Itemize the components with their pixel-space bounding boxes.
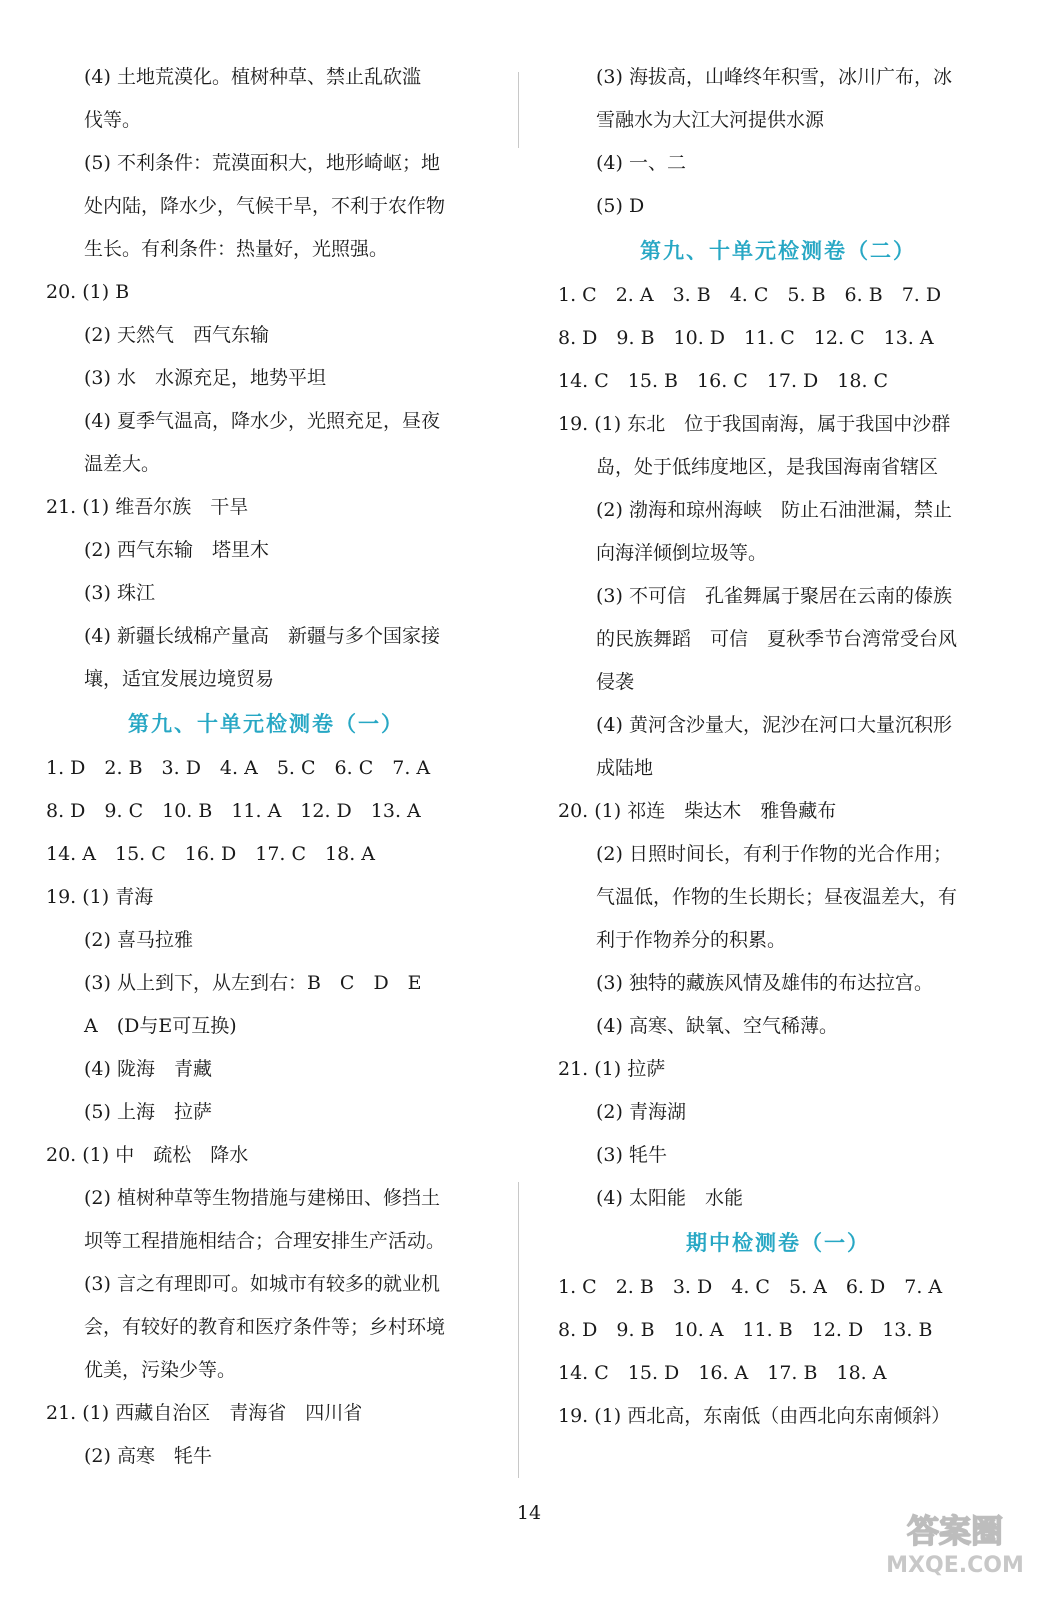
svg-text:答案圈: 答案圈 xyxy=(906,1512,1004,1550)
answer-line: 1. C 2. B 3. D 4. C 5. A 6. D 7. A xyxy=(558,1276,943,1298)
answer-line: 19. (1) 东北 位于我国南海，属于我国中沙群 xyxy=(558,413,951,435)
answer-line: 侵袭 xyxy=(596,671,635,693)
answer-line: 壤，适宜发展边境贸易 xyxy=(84,668,275,690)
answer-line: 1. D 2. B 3. D 4. A 5. C 6. C 7. A xyxy=(46,757,431,779)
answer-line: (3) 海拔高，山峰终年积雪，冰川广布，冰 xyxy=(596,66,952,88)
answer-line: 利于作物养分的积累。 xyxy=(596,929,787,951)
answer-line: (4) 新疆长绒棉产量高 新疆与多个国家接 xyxy=(84,625,440,647)
answer-line: 向海洋倾倒垃圾等。 xyxy=(596,542,768,564)
answer-line: 成陆地 xyxy=(596,757,654,779)
answer-line: 19. (1) 西北高，东南低（由西北向东南倾斜） xyxy=(558,1405,951,1427)
answer-line: 21. (1) 西藏自治区 青海省 四川省 xyxy=(46,1402,363,1424)
answer-line: 坝等工程措施相结合；合理安排生产活动。 xyxy=(84,1230,446,1252)
answer-line: 21. (1) 拉萨 xyxy=(558,1058,666,1080)
answer-line: 优美，污染少等。 xyxy=(84,1359,237,1381)
answer-line: (3) 珠江 xyxy=(84,582,155,604)
answer-line: (4) 陇海 青藏 xyxy=(84,1058,212,1080)
answer-line: (3) 不可信 孔雀舞属于聚居在云南的傣族 xyxy=(596,585,952,607)
answer-line: (5) 上海 拉萨 xyxy=(84,1101,212,1123)
answer-line: (3) 水 水源充足，地势平坦 xyxy=(84,367,326,389)
section-heading: 第九、十单元检测卷（二） xyxy=(640,238,916,263)
answer-line: 生长。有利条件：热量好，光照强。 xyxy=(84,238,389,260)
column-divider-top xyxy=(518,72,519,148)
answer-line: 20. (1) B xyxy=(46,281,130,303)
answer-line: (4) 高寒、缺氧、空气稀薄。 xyxy=(596,1015,838,1037)
answer-line: 14. C 15. B 16. C 17. D 18. C xyxy=(558,370,889,392)
left-column xyxy=(46,56,486,1478)
answer-line: 1. C 2. A 3. B 4. C 5. B 6. B 7. D xyxy=(558,284,942,306)
answer-line: 8. D 9. B 10. D 11. C 12. C 13. A xyxy=(558,327,934,349)
answer-line: 气温低，作物的生长期长；昼夜温差大，有 xyxy=(596,886,958,908)
answer-line: (4) 黄河含沙量大，泥沙在河口大量沉积形 xyxy=(596,714,952,736)
answer-line: 会，有较好的教育和医疗条件等；乡村环境 xyxy=(84,1316,446,1338)
answer-line: 的民族舞蹈 可信 夏秋季节台湾常受台风 xyxy=(596,628,958,650)
answer-line: (5) D xyxy=(596,195,645,217)
answer-line: (3) 从上到下，从左到右：B C D E xyxy=(84,972,422,994)
answer-line: 14. A 15. C 16. D 17. C 18. A xyxy=(46,843,376,865)
answer-line: 温差大。 xyxy=(84,453,161,475)
answer-line: (2) 西气东输 塔里木 xyxy=(84,539,269,561)
right-column xyxy=(558,56,998,1438)
answer-line: 21. (1) 维吾尔族 干旱 xyxy=(46,496,249,518)
answer-line: A (D与E可互换) xyxy=(84,1015,237,1037)
answer-line: (2) 日照时间长，有利于作物的光合作用； xyxy=(596,843,952,865)
answer-line: 8. D 9. C 10. B 11. A 12. D 13. A xyxy=(46,800,421,822)
answer-line: (2) 青海湖 xyxy=(596,1101,686,1123)
answer-line: 岛，处于低纬度地区，是我国海南省辖区 xyxy=(596,456,939,478)
section-heading: 期中检测卷（一） xyxy=(686,1230,870,1255)
answer-line: (5) 不利条件：荒漠面积大，地形崎岖；地 xyxy=(84,152,440,174)
answer-line: (2) 高寒 牦牛 xyxy=(84,1445,212,1467)
answer-line: 20. (1) 中 疏松 降水 xyxy=(46,1144,249,1166)
column-divider-bottom xyxy=(518,1182,519,1478)
answer-line: (3) 言之有理即可。如城市有较多的就业机 xyxy=(84,1273,440,1295)
answer-line: (3) 牦牛 xyxy=(596,1144,667,1166)
answer-line: (2) 渤海和琼州海峡 防止石油泄漏，禁止 xyxy=(596,499,952,521)
answer-line: 雪融水为大江大河提供水源 xyxy=(596,109,825,131)
answer-line: (4) 太阳能 水能 xyxy=(596,1187,743,1209)
answer-line: (4) 夏季气温高，降水少，光照充足，昼夜 xyxy=(84,410,440,432)
answer-line: (3) 独特的藏族风情及雄伟的布达拉宫。 xyxy=(596,972,933,994)
answer-line: (2) 喜马拉雅 xyxy=(84,929,193,951)
watermark-logo xyxy=(880,1508,1030,1580)
answer-line: 8. D 9. B 10. A 11. B 12. D 13. B xyxy=(558,1319,933,1341)
answer-line: 19. (1) 青海 xyxy=(46,886,154,908)
svg-text:MXQE.COM: MXQE.COM xyxy=(886,1553,1024,1578)
answer-line: 伐等。 xyxy=(84,109,142,131)
answer-line: (2) 天然气 西气东输 xyxy=(84,324,269,346)
answer-line: (2) 植树种草等生物措施与建梯田、修挡土 xyxy=(84,1187,440,1209)
section-heading: 第九、十单元检测卷（一） xyxy=(128,711,404,736)
answer-line: 20. (1) 祁连 柴达木 雅鲁藏布 xyxy=(558,800,837,822)
answer-line: (4) 土地荒漠化。植树种草、禁止乱砍滥 xyxy=(84,66,421,88)
answer-line: 14. C 15. D 16. A 17. B 18. A xyxy=(558,1362,887,1384)
answer-line: (4) 一、二 xyxy=(596,152,686,174)
page-number: 14 xyxy=(516,1502,542,1524)
answer-line: 处内陆，降水少，气候干旱，不利于农作物 xyxy=(84,195,446,217)
